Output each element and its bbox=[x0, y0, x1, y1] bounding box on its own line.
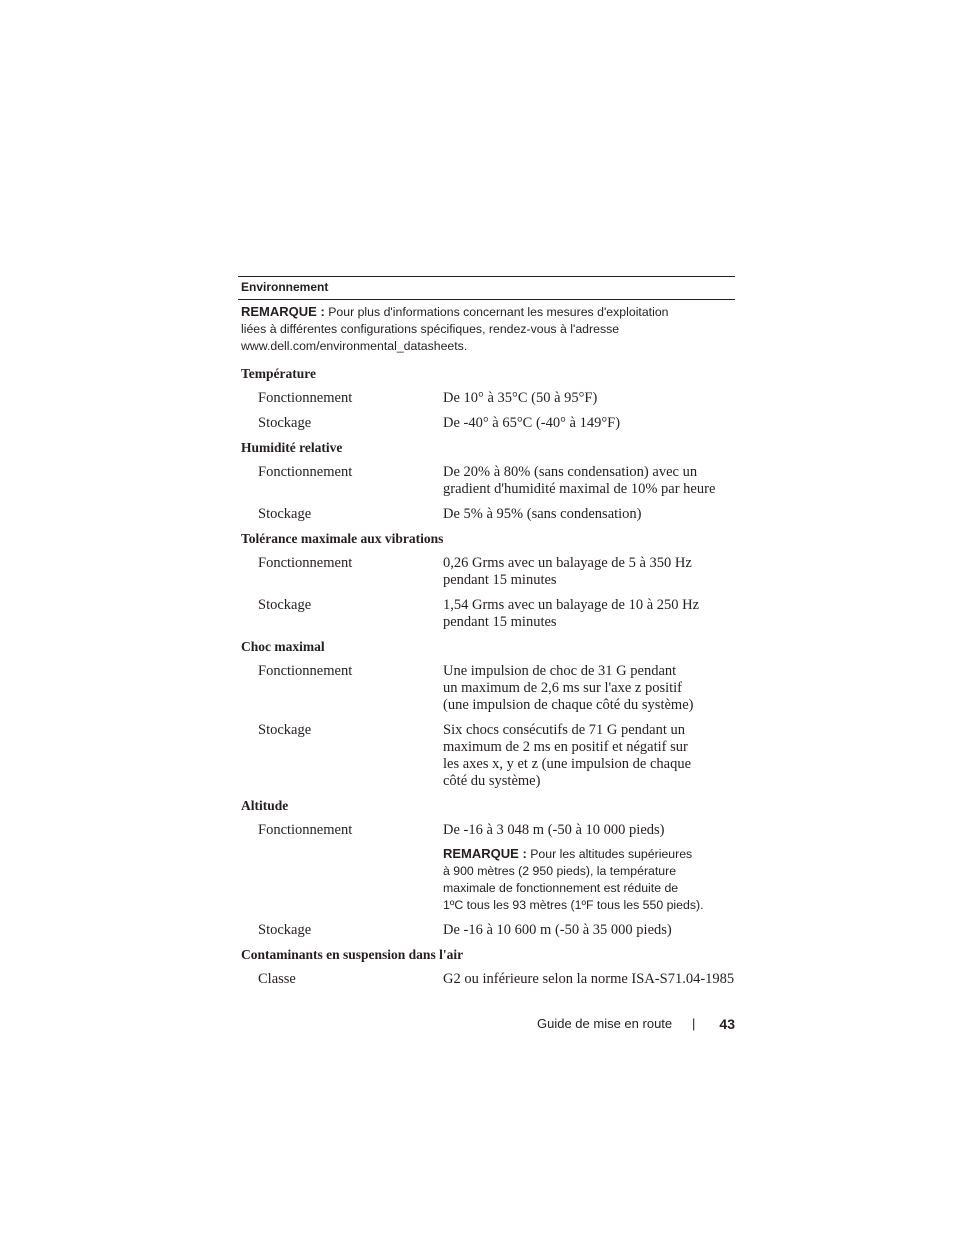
row-value: G2 ou inférieure selon la norme ISA-S71.04-1985 bbox=[443, 971, 735, 987]
row-label: Stockage bbox=[258, 597, 312, 613]
row-label: Fonctionnement bbox=[258, 663, 353, 679]
altitude-note-line3: maximale de fonctionnement est réduite de bbox=[443, 881, 679, 895]
row-label: Stockage bbox=[258, 922, 312, 938]
note-block bbox=[238, 300, 735, 355]
row-label: Stockage bbox=[258, 415, 312, 431]
spec-row bbox=[238, 922, 735, 939]
row-value: De -16 à 3 048 m (-50 à 10 000 pieds) bbox=[443, 822, 665, 838]
row-label: Classe bbox=[258, 971, 296, 987]
row-value: 0,26 Grms avec un balayage de 5 à 350 Hz pendant 15 minutes bbox=[443, 555, 692, 588]
altitude-note bbox=[443, 845, 713, 914]
spec-row bbox=[238, 555, 735, 589]
spec-row bbox=[238, 663, 735, 714]
note-suffix: . bbox=[463, 339, 468, 353]
note-text-line2: liées à différentes configurations spécifiques, rendez-vous à l'adresse bbox=[241, 322, 620, 336]
altitude-note-label: REMARQUE : bbox=[443, 846, 527, 861]
row-label: Stockage bbox=[258, 722, 312, 738]
spec-row bbox=[238, 390, 735, 407]
row-value: De -16 à 10 600 m (-50 à 35 000 pieds) bbox=[443, 922, 672, 938]
spec-row bbox=[238, 464, 735, 498]
spec-row bbox=[238, 597, 735, 631]
section-title: Environnement bbox=[238, 277, 735, 300]
spec-row bbox=[238, 415, 735, 432]
category-contaminants: Contaminants en suspension dans l'air bbox=[241, 947, 464, 962]
row-value: 1,54 Grms avec un balayage de 10 à 250 Hz pendant 15 minutes bbox=[443, 597, 700, 630]
row-value: De -40° à 65°C (-40° à 149°F) bbox=[443, 415, 621, 431]
footer-doc-title: Guide de mise en route bbox=[537, 1016, 673, 1031]
spec-row bbox=[238, 506, 735, 523]
category-humidity: Humidité relative bbox=[241, 440, 343, 455]
environment-spec-table bbox=[238, 276, 735, 988]
row-value: De 5% à 95% (sans condensation) bbox=[443, 506, 642, 522]
row-value: De 10° à 35°C (50 à 95°F) bbox=[443, 390, 598, 406]
spec-row bbox=[238, 822, 735, 839]
row-label: Fonctionnement bbox=[258, 464, 353, 480]
row-value: De 20% à 80% (sans condensation) avec un gradient d'humidité maximal de 10% par heure bbox=[443, 464, 716, 497]
category-temperature: Température bbox=[241, 366, 316, 381]
category-shock: Choc maximal bbox=[241, 639, 325, 654]
note-label: REMARQUE : bbox=[241, 304, 325, 319]
row-value: Six chocs consécutifs de 71 G pendant un maximum de 2 ms en positif et négatif sur les axes x, y et z (une impulsion de chaque côté du système) bbox=[443, 722, 692, 789]
note-text-line1: Pour plus d'informations concernant les mesures d'exploitation bbox=[328, 305, 669, 319]
row-label: Fonctionnement bbox=[258, 390, 353, 406]
altitude-note-line2: à 900 mètres (2 950 pieds), la température bbox=[443, 864, 677, 878]
altitude-note-line1: Pour les altitudes supérieures bbox=[530, 847, 693, 861]
row-label: Fonctionnement bbox=[258, 555, 353, 571]
row-value: Une impulsion de choc de 31 G pendant un maximum de 2,6 ms sur l'axe z positif (une impulsion de chaque côté du système) bbox=[443, 663, 694, 713]
row-label: Fonctionnement bbox=[258, 822, 353, 838]
row-label: Stockage bbox=[258, 506, 312, 522]
altitude-note-line4: 1ºC tous les 93 mètres (1ºF tous les 550 pieds). bbox=[443, 898, 704, 912]
category-altitude: Altitude bbox=[241, 798, 289, 813]
category-vibration: Tolérance maximale aux vibrations bbox=[241, 531, 444, 546]
note-url[interactable]: www.dell.com/environmental_datasheets bbox=[241, 339, 464, 353]
footer-separator: | bbox=[692, 1016, 696, 1031]
page-number: 43 bbox=[719, 1016, 735, 1032]
spec-row bbox=[238, 971, 735, 988]
spec-row bbox=[238, 722, 735, 790]
